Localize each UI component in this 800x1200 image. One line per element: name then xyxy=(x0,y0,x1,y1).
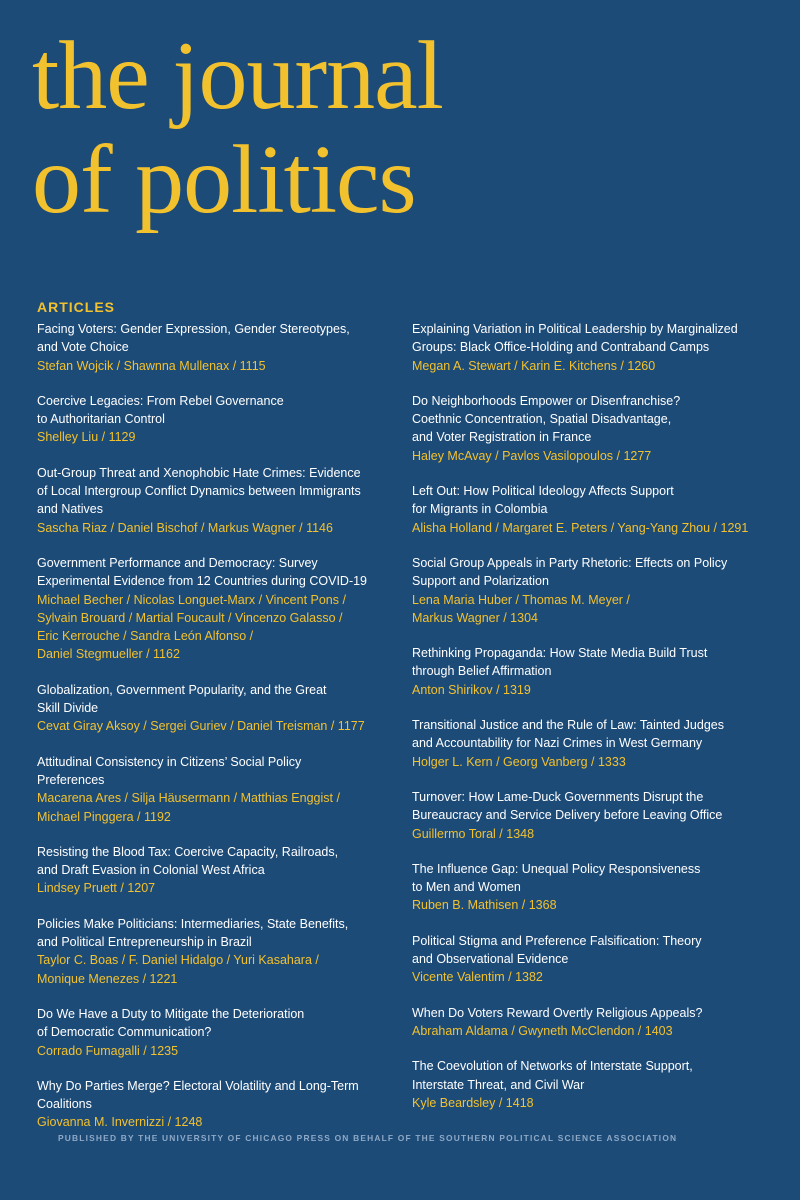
article-authors: Cevat Giray Aksoy / Sergei Guriev / Daniel Treisman / 1177 xyxy=(37,719,365,734)
article-entry xyxy=(37,464,387,537)
section-label: ARTICLES xyxy=(37,299,115,315)
article-title: Government Performance and Democracy: Survey Experimental Evidence from 12 Countries during COVID-19 xyxy=(37,555,368,589)
article-title: Transitional Justice and the Rule of Law: Tainted Judges and Accountability for Nazi Crimes in West Germany xyxy=(412,718,724,751)
article-entry xyxy=(37,1077,387,1132)
left-article-column xyxy=(37,320,387,1149)
article-entry xyxy=(412,860,762,915)
article-entry xyxy=(412,1057,762,1112)
article-authors: Corrado Fumagalli / 1235 xyxy=(37,1043,179,1058)
article-authors: Kyle Beardsley / 1418 xyxy=(412,1095,534,1110)
article-authors: Abraham Aldama / Gwyneth McClendon / 1403 xyxy=(412,1023,673,1038)
article-title: Do We Have a Duty to Mitigate the Deterioration of Democratic Communication? xyxy=(37,1006,305,1040)
article-entry xyxy=(412,320,762,375)
article-authors: Lena Maria Huber / Thomas M. Meyer / Markus Wagner / 1304 xyxy=(412,592,630,625)
article-title: Explaining Variation in Political Leadership by Marginalized Groups: Black Office-Holding and Contraband Camps xyxy=(412,322,738,355)
article-title: Political Stigma and Preference Falsification: Theory and Observational Evidence xyxy=(412,933,702,967)
article-entry xyxy=(37,915,387,988)
article-title: Facing Voters: Gender Expression, Gender Stereotypes, and Vote Choice xyxy=(37,322,350,355)
article-title: Policies Make Politicians: Intermediaries, State Benefits, and Political Entrepreneurship in Brazil xyxy=(37,916,349,950)
article-authors: Sascha Riaz / Daniel Bischof / Markus Wagner / 1146 xyxy=(37,520,333,535)
article-entry xyxy=(412,644,762,699)
article-entry xyxy=(412,788,762,843)
article-authors: Holger L. Kern / Georg Vanberg / 1333 xyxy=(412,754,626,769)
article-title: Social Group Appeals in Party Rhetoric: Effects on Policy Support and Polarization xyxy=(412,555,728,589)
article-authors: Alisha Holland / Margaret E. Peters / Yang-Yang Zhou / 1291 xyxy=(412,520,749,535)
article-title: The Coevolution of Networks of Interstate Support, Interstate Threat, and Civil War xyxy=(412,1059,693,1092)
article-entry xyxy=(412,554,762,627)
article-title: Attitudinal Consistency in Citizens’ Social Policy Preferences xyxy=(37,754,302,787)
article-authors: Anton Shirikov / 1319 xyxy=(412,682,531,697)
article-authors: Taylor C. Boas / F. Daniel Hidalgo / Yuri Kasahara / Monique Menezes / 1221 xyxy=(37,953,319,986)
article-entry xyxy=(412,392,762,465)
article-entry xyxy=(37,554,387,664)
journal-title-line-2: of politics xyxy=(32,126,416,234)
article-title: Turnover: How Lame-Duck Governments Disrupt the Bureaucracy and Service Delivery before Leaving Office xyxy=(412,789,723,823)
article-authors: Shelley Liu / 1129 xyxy=(37,430,136,445)
article-entry xyxy=(412,932,762,987)
article-title: Rethinking Propaganda: How State Media Build Trust through Belief Affirmation xyxy=(412,646,708,679)
article-entry xyxy=(37,681,387,736)
article-title: Why Do Parties Merge? Electoral Volatility and Long-Term Coalitions xyxy=(37,1078,359,1112)
article-authors: Vicente Valentim / 1382 xyxy=(412,970,543,985)
article-authors: Guillermo Toral / 1348 xyxy=(412,826,535,841)
article-authors: Megan A. Stewart / Karin E. Kitchens / 1260 xyxy=(412,358,656,373)
article-entry xyxy=(37,392,387,447)
article-title: Globalization, Government Popularity, and the Great Skill Divide xyxy=(37,682,327,716)
article-authors: Macarena Ares / Silja Häusermann / Matthias Enggist / Michael Pinggera / 1192 xyxy=(37,791,340,824)
publisher-footer: PUBLISHED BY THE UNIVERSITY OF CHICAGO PRESS ON BEHALF OF THE SOUTHERN POLITICAL SCIENCE ASSOCIATION xyxy=(58,1133,678,1143)
journal-title-line-1: the journal xyxy=(32,22,443,130)
article-title: Do Neighborhoods Empower or Disenfranchise? Coethnic Concentration, Spatial Disadvantage, and Voter Registration in France xyxy=(412,393,681,445)
article-authors: Stefan Wojcik / Shawnna Mullenax / 1115 xyxy=(37,358,266,373)
article-entry xyxy=(412,716,762,771)
article-authors: Michael Becher / Nicolas Longuet-Marx / Vincent Pons / Sylvain Brouard / Martial Foucault / Vincenzo Galasso / Eric Kerrouche / Sandra León Alfonso / Daniel Stegmueller / 1162 xyxy=(37,592,346,662)
article-entry xyxy=(37,753,387,826)
right-article-column xyxy=(412,320,762,1129)
article-entry xyxy=(412,482,762,537)
article-title: When Do Voters Reward Overtly Religious Appeals? xyxy=(412,1005,703,1020)
article-entry xyxy=(37,320,387,375)
journal-title xyxy=(32,24,443,232)
article-title: Coercive Legacies: From Rebel Governance to Authoritarian Control xyxy=(37,393,284,427)
article-authors: Ruben B. Mathisen / 1368 xyxy=(412,898,557,913)
article-authors: Lindsey Pruett / 1207 xyxy=(37,881,156,896)
article-title: Left Out: How Political Ideology Affects Support for Migrants in Colombia xyxy=(412,484,674,517)
article-authors: Haley McAvay / Pavlos Vasilopoulos / 1277 xyxy=(412,448,652,463)
article-title: The Influence Gap: Unequal Policy Responsiveness to Men and Women xyxy=(412,861,701,895)
article-authors: Giovanna M. Invernizzi / 1248 xyxy=(37,1115,203,1130)
article-title: Resisting the Blood Tax: Coercive Capacity, Railroads, and Draft Evasion in Colonial West Africa xyxy=(37,844,339,878)
article-entry xyxy=(37,1005,387,1060)
article-entry xyxy=(412,1004,762,1041)
article-title: Out-Group Threat and Xenophobic Hate Crimes: Evidence of Local Intergroup Conflict Dynamics between Immigrants and Natives xyxy=(37,465,361,517)
article-entry xyxy=(37,843,387,898)
